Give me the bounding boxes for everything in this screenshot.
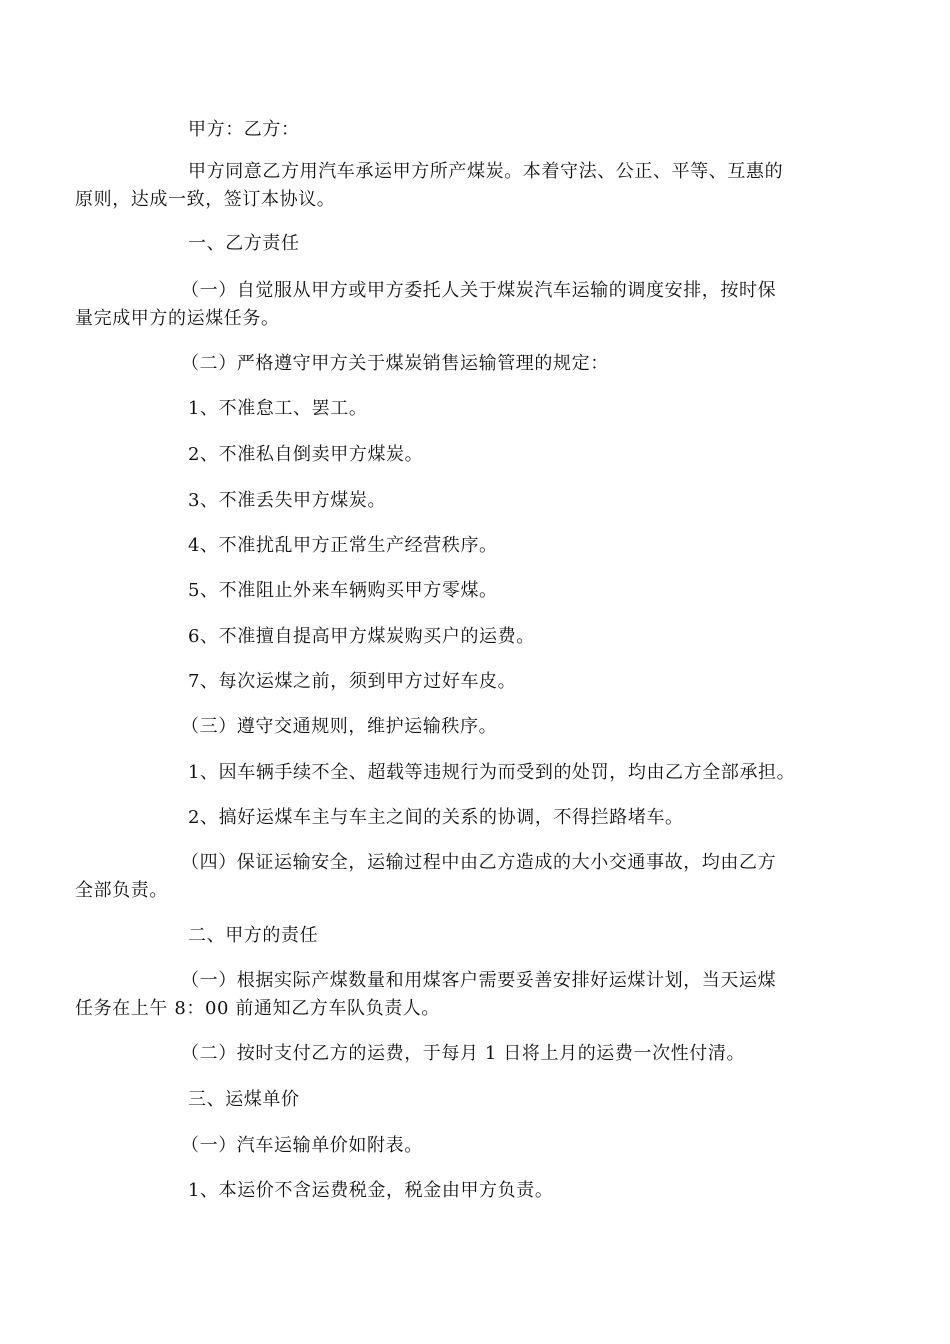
section3-item1: （一）汽车运输单价如附表。	[181, 1135, 423, 1156]
rule-item: 2、不准私自倒卖甲方煤炭。	[188, 444, 424, 465]
section2-item1-line-2: 任务在上午 8：00 前通知乙方车队负责人。	[75, 998, 440, 1019]
intro-paragraph	[75, 158, 838, 214]
intro-line-2: 原则，达成一致，签订本协议。	[75, 189, 336, 210]
rule-item: 7、每次运煤之前，须到甲方过好车皮。	[188, 671, 517, 692]
traffic-rule-item: 1、因车辆手续不全、超载等违规行为而受到的处罚，均由乙方全部承担。	[188, 762, 796, 783]
section1-item4-line-2: 全部负责。	[75, 880, 168, 901]
section1-item4-paragraph	[75, 849, 831, 905]
rule-item: 4、不准扰乱甲方正常生产经营秩序。	[188, 535, 498, 556]
section2-item1-paragraph	[75, 967, 831, 1023]
parties-line: 甲方：乙方：	[188, 119, 300, 140]
section1-item4-line-1: （四）保证运输安全，运输过程中由乙方造成的大小交通事故，均由乙方	[181, 852, 777, 873]
section2-item1-line-1: （一）根据实际产煤数量和用煤客户需要妥善安排好运煤计划，当天运煤	[181, 970, 777, 991]
rule-item: 5、不准阻止外来车辆购买甲方零煤。	[188, 580, 498, 601]
section1-item2: （二）严格遵守甲方关于煤炭销售运输管理的规定：	[181, 353, 609, 374]
rule-item: 6、不准擅自提高甲方煤炭购买户的运费。	[188, 626, 535, 647]
section3-note1: 1、本运价不含运费税金，税金由甲方负责。	[188, 1180, 554, 1201]
section1-item3: （三）遵守交通规则，维护运输秩序。	[181, 716, 498, 737]
rule-item: 3、不准丢失甲方煤炭。	[188, 490, 387, 511]
traffic-rule-item: 2、搞好运煤车主与车主之间的关系的协调，不得拦路堵车。	[188, 807, 684, 828]
section1-item1-line-2: 量完成甲方的运煤任务。	[75, 308, 280, 329]
intro-line-1: 甲方同意乙方用汽车承运甲方所产煤炭。本着守法、公正、平等、互惠的	[188, 161, 784, 182]
section2-heading: 二、甲方的责任	[188, 925, 319, 946]
section1-item1-line-1: （一）自觉服从甲方或甲方委托人关于煤炭汽车运输的调度安排，按时保	[181, 280, 777, 301]
section1-item1-paragraph	[75, 277, 831, 333]
section3-heading: 三、运煤单价	[188, 1089, 300, 1110]
section2-item2: （二）按时支付乙方的运费，于每月 1 日将上月的运费一次性付清。	[181, 1043, 746, 1064]
section1-heading: 一、乙方责任	[188, 233, 300, 254]
rule-item: 1、不准怠工、罢工。	[188, 398, 368, 419]
